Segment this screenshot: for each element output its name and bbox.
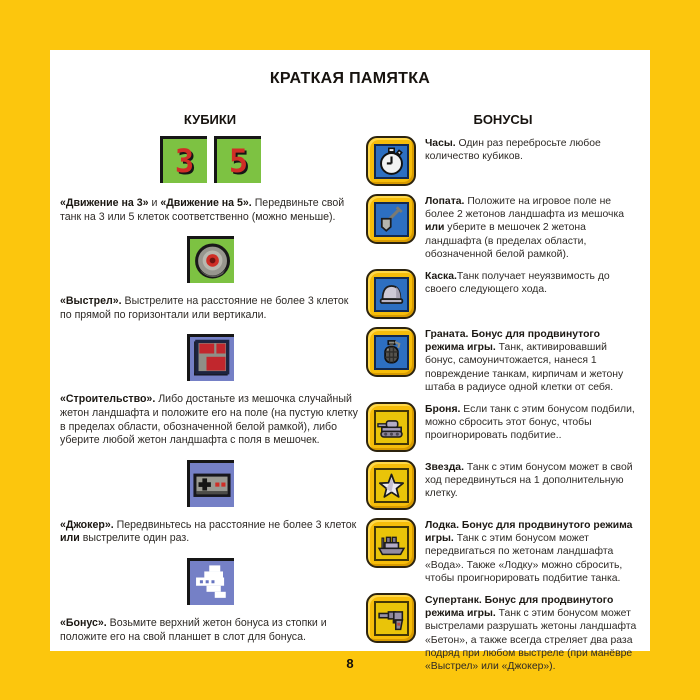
rulebook-page [50, 50, 650, 673]
bonus-text-star: Звезда. Танк с этим бонусом может в свой ход передвинуться на 1 дополнительную клетку. [425, 462, 633, 500]
bonus-row-helmet [366, 269, 640, 319]
bonus-row-shovel [366, 194, 640, 261]
bonus-text-clock: Часы. Один раз перебросьте любое количество кубиков. [425, 138, 601, 163]
rule-text-shot: «Выстрел». Выстрелите на расстояние не более 3 клеток по прямой по горизонтали или вертикали. [60, 295, 349, 321]
bonus-text-helmet: Каска.Танк получает неуязвимость до своего следующего хода. [425, 271, 610, 296]
bonus-row-clock [366, 136, 640, 186]
bonus-row-star [366, 460, 640, 510]
bonus-column-header: БОНУСЫ [473, 112, 533, 127]
die-value: 3 [174, 142, 195, 180]
bonus-text-shovel: Лопата. Положите на игровое поле не более 2 жетонов ландшафта из мешочка или уберите в мешочек 2 жетона ландшафта (в пределах области, обозначенной белой рамкой). [425, 196, 625, 260]
rule-text-movement: «Движение на 3» и «Движение на 5». Передвиньте свой танк на 3 или 5 клеток соответственно (можно меньше). [60, 197, 345, 223]
bonus-text-grenade: Граната. Бонус для продвинутого режима игры. Танк, активировавший бонус, самоуничтожается, нанеся 1 повреждение танкам, кирпичам и жетону штаба в радиусе одной клетки от себя. [425, 329, 624, 393]
bonus-ship-icon [187, 558, 234, 605]
gamepad-icon [187, 460, 234, 507]
bricks-icon [187, 334, 234, 381]
shot-target-icon [187, 236, 234, 283]
dice-column-header: КУБИКИ [183, 112, 237, 127]
rule-text-joker: «Джокер». Передвиньтесь на расстояние не более 3 клеток или выстрелите один раз. [60, 518, 357, 545]
boat-icon [366, 518, 416, 568]
die-3-icon [160, 136, 207, 183]
armor-tank-icon [366, 402, 416, 452]
page-title: КРАТКАЯ ПАМЯТКА [269, 70, 431, 87]
bonus-text-armor: Броня. Если танк с этим бонусом подбили, можно сбросить этот бонус, чтобы проигнорировать подбитие.. [425, 404, 635, 442]
bonus-text-boat: Лодка. Бонус для продвинутого режима игры. Танк с этим бонусом может передвигаться по жетонам ландшафта «Вода». Также «Лодку» можно сбросить, чтобы проигнорировать подбитие танка. [425, 520, 633, 584]
bonus-row-grenade [366, 327, 640, 394]
clock-icon [366, 136, 416, 186]
grenade-icon [366, 327, 416, 377]
dice-column [60, 112, 360, 681]
shovel-icon [366, 194, 416, 244]
bonus-row-boat [366, 518, 640, 585]
columns [60, 112, 640, 681]
die-5-icon [214, 136, 261, 183]
star-icon [366, 460, 416, 510]
rule-text-bonus: «Бонус». Возьмите верхний жетон бонуса из стопки и положите его на свой планшет в слот для бонуса. [60, 616, 327, 643]
rule-text-build: «Строительство». Либо достаньте из мешочка случайный жетон ландшафта и положите его на поле (на пустую клетку в пределах области, обозначенной белой рамкой), либо уберите любой жетон ландшафта с поля в мешочек. [60, 393, 358, 447]
supertank-pistol-icon [366, 593, 416, 643]
page-number: 8 [346, 656, 354, 671]
bonus-row-armor [366, 402, 640, 452]
dice-icons [60, 136, 360, 183]
die-value: 5 [228, 142, 249, 180]
bonus-text-supertank: Супертанк. Бонус для продвинутого режима игры. Танк с этим бонусом может выстрелами разрушать жетоны ландшафта «Бетон», а также всегда стреляет два раза подряд при любом выстреле (при манёвре «Выстрел» или «Джокер»). [425, 595, 637, 673]
helmet-icon [366, 269, 416, 319]
bonus-column [360, 112, 640, 681]
